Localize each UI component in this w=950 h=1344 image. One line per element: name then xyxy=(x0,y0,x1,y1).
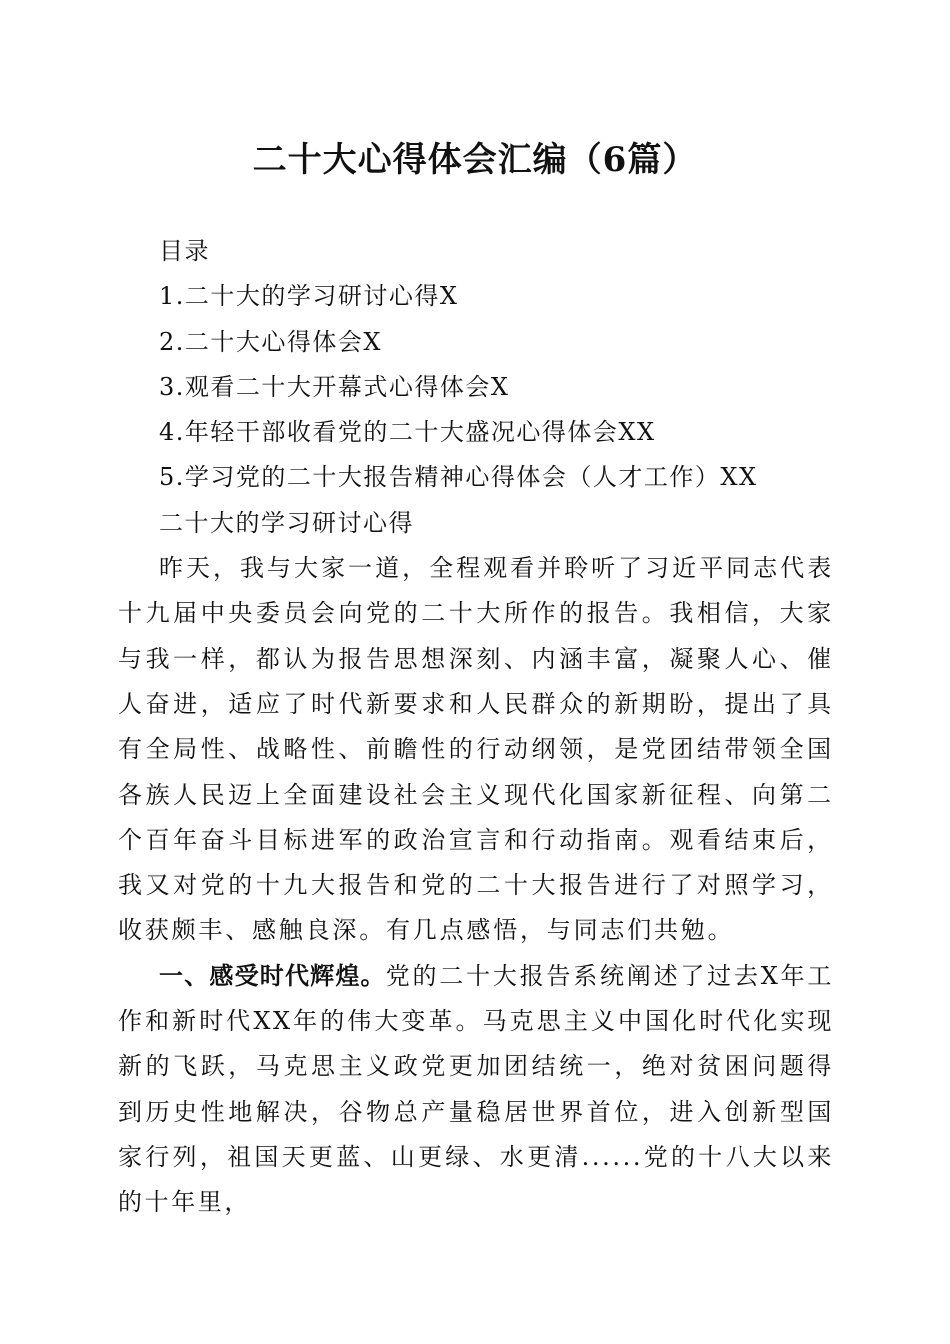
toc-heading: 目录 xyxy=(159,237,210,265)
section-title: 二十大的学习研讨心得 xyxy=(159,508,414,537)
paragraph-lead-heading: 一、感受时代辉煌。 xyxy=(159,961,386,990)
document-title: 二十大心得体会汇编（6篇） xyxy=(252,140,698,180)
document-body xyxy=(118,229,834,1226)
toc-item: 5.学习党的二十大报告精神心得体会（人才工作）XX xyxy=(159,463,758,492)
toc-item: 3.观看二十大开幕式心得体会X xyxy=(159,372,510,401)
toc-item: 2.二十大心得体会X xyxy=(159,327,382,356)
body-paragraph: 昨天，我与大家一道，全程观看并聆听了习近平同志代表十九届中央委员会向党的二十大所作的报告。我相信，大家与我一样，都认为报告思想深刻、内涵丰富，凝聚人心、催人奋进，适应了时代新要求和人民群众的新期盼，提出了具有全局性、战略性、前瞻性的行动纲领，是党团结带领全国各族人民迈上全面建设社会主义现代化国家新征程、向第二个百年奋斗目标进军的政治宣言和行动指南。观看结束后，我又对党的十九大报告和党的二十大报告进行了对照学习，收获颇丰、感触良深。有几点感悟，与同志们共勉。 xyxy=(118,554,834,945)
paragraph-text: 党的二十大报告系统阐述了过去X年工作和新时代XX年的伟大变革。马克思主义中国化时代化实现新的飞跃，马克思主义政党更加团结统一，绝对贫困问题得到历史性地解决，谷物总产量稳居世界首位，进入创新型国家行列，祖国天更蓝、山更绿、水更清......党的十八大以来的十年里， xyxy=(118,961,834,1217)
toc-item: 4.年轻干部收看党的二十大盛况心得体会XX xyxy=(159,418,656,447)
body-paragraph-2 xyxy=(118,954,834,1226)
toc-item: 1.二十大的学习研讨心得X xyxy=(159,282,459,311)
